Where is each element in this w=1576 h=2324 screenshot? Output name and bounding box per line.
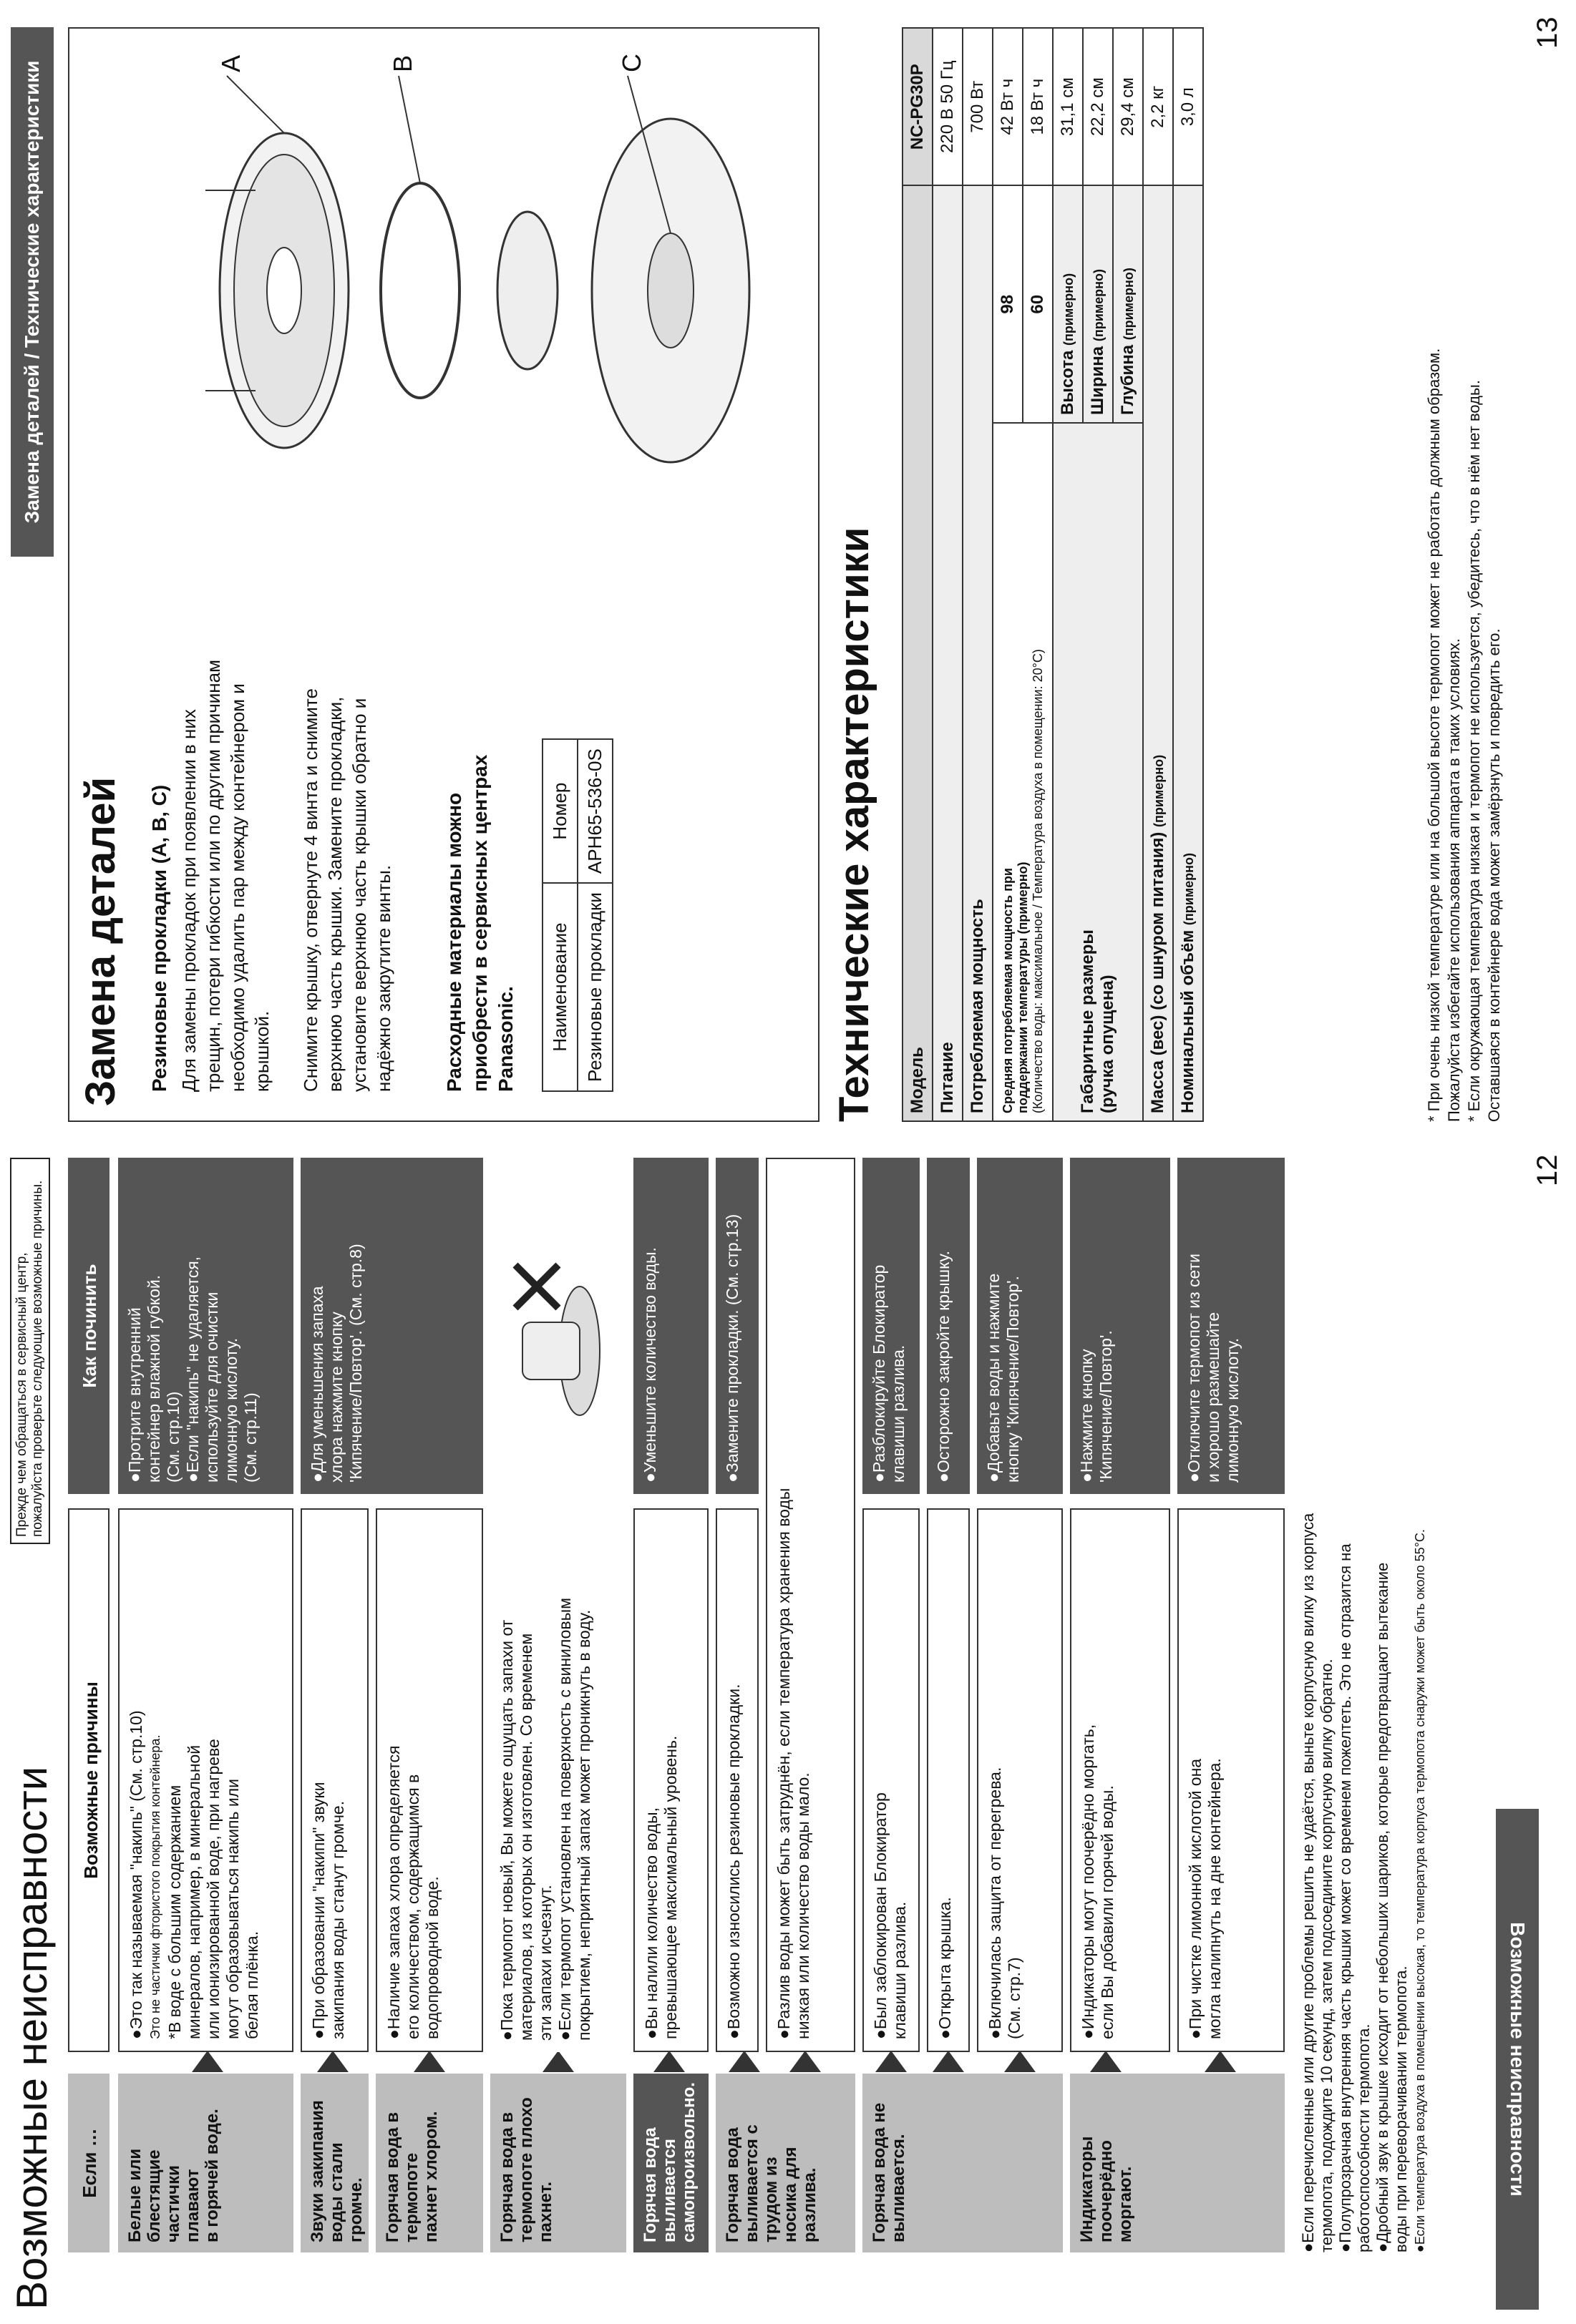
spec-volume-value: 3,0 л xyxy=(1173,28,1203,185)
cond-row-1: Белые или блестящие частички плавают в горячей воде. xyxy=(118,2074,293,2252)
spec-width-label: Ширина (примерно) xyxy=(1083,185,1113,423)
label-a: A xyxy=(216,54,245,72)
fix-row-8a: ●Нажмите кнопку 'Кипячение/Повтор'. xyxy=(1070,1158,1170,1494)
spec-model-value: NC-PG30P xyxy=(903,28,933,185)
fix-row-8b: ●Отключите термопот из сети и хорошо размешайте лимонную кислоту. xyxy=(1177,1158,1285,1494)
gasket-heading: Резиновые прокладки (A, B, C) xyxy=(148,784,170,1092)
spec-mass-label: Масса (вес) (со шнуром питания) (примерно) xyxy=(1143,185,1173,1121)
specs-table xyxy=(902,27,1204,1122)
page-right: 13 xyxy=(1532,16,1563,49)
spec-height-value: 31,1 см xyxy=(1053,28,1083,185)
cause-row-1: ●Это так называемая "накипь" (См. стр.10) Это не частички фтористого покрытия контейнера. *В воде с большим содержанием минералов, например, в минеральной или ионизированной воде, при нагреве могут образовываться накипь или белая плёнка. xyxy=(118,1508,293,2052)
page-left: 12 xyxy=(1532,1154,1563,1186)
col-if: Если … xyxy=(68,2074,110,2252)
fix-row-5: ●Уменьшите количество воды. xyxy=(633,1158,709,1494)
cause-row-7a: ●Был заблокирован Блокиратор клавиши разлива. xyxy=(862,1508,920,2052)
troubleshoot-hint: Прежде чем обращаться в сервисный центр, пожалуйста проверьте следующие возможные причины. xyxy=(10,1158,50,1544)
consumables-heading: Расходные материалы можно приобрести в сервисных центрах Panasonic. xyxy=(443,754,517,1092)
parts-title: Замена деталей xyxy=(77,776,124,1106)
label-c: C xyxy=(617,54,646,72)
troubleshoot-footnotes: ●Если перечисленные или другие проблемы решить не удаётся, выньте корпусную вилку из корпуса термопота, подождите 10 секунд, затем подсоедините корпусную вилку обратно. ●Полупрозрачная внутренняя часть крышки может со временем пожелтеть. Это не отразится на работоспособности термопота. ●Дробный звук в крышке исходит от небольших шариков, которые предотвращают вытекание воды при переворачивании термопота. ●Если температура воздуха в помещении высокая, то температура корпуса термопота снаружи может быть около 55°C. xyxy=(1299,1513,1427,2252)
parts-name: Резиновые прокладки xyxy=(578,883,613,1091)
cond-row-3: Горячая вода в термопоте пахнет хлором. xyxy=(376,2074,483,2252)
arrow-right-icon xyxy=(729,2051,760,2072)
fix-row-3: ●Для уменьшения запаха хлора нажмите кнопку 'Кипячение/Повтор'. (См. стр.8) xyxy=(301,1158,483,1494)
cause-row-8a: ●Индикаторы могут поочерёдно моргать, если Вы добавили горячей воды. xyxy=(1070,1508,1170,2052)
spec-average-label: Средняя потребляемая мощность при поддержании температуры (примерно) (Количество воды: максимальное / Температура воздуха в помещении: 20°C) xyxy=(993,423,1053,1121)
parts-number: APH65-536-0S xyxy=(578,739,613,883)
spec-width-value: 22,2 см xyxy=(1083,28,1113,185)
arrow-right-icon xyxy=(317,2051,349,2072)
cond-row-5: Горячая вода выливается самопроизвольно. xyxy=(633,2074,709,2252)
cause-row-6b: ●Разлив воды может быть затруднён, если температура хранения воды низкая или количество воды мало. xyxy=(766,1158,855,2052)
cause-row-3: ●Наличие запаха хлора определяется его количеством, содержащимся в водопроводной воде. xyxy=(376,1508,483,2052)
specs-notes: * При очень низкой температуре или на большой высоте термопот может не работать должным образом. Пожалуйста избегайте использования аппарата в таких условиях. * Если окружающая температура низкая и термопот не используется, убедитесь, что в нём нет воды. Оставшаяся в контейнере вода может замёрзнуть и повредить его. xyxy=(1425,348,1503,1122)
fix-row-7c: ●Добавьте воды и нажмите кнопку 'Кипячение/Повтор'. xyxy=(977,1158,1063,1494)
right-page xyxy=(0,0,1576,1151)
cond-row-7: Горячая вода не выливается. xyxy=(862,2074,1063,2252)
spec-mass-value: 2,2 кг xyxy=(1143,28,1173,185)
no-vinyl-surface-icon xyxy=(494,1244,623,1430)
spec-dims-label: Габаритные размеры (ручка опущена) xyxy=(1053,423,1143,1121)
label-b: B xyxy=(388,54,417,72)
cause-row-8b: ●При чистке лимонной кислотой она могла налипнуть на дне контейнера. xyxy=(1177,1508,1285,2052)
spec-consumption-label: Потребляемая мощность xyxy=(963,185,993,1121)
lid-exploded-diagram xyxy=(184,62,785,477)
fix-row-6: ●Замените прокладки. (См. стр.13) xyxy=(716,1158,759,1494)
cond-row-4: Горячая вода в термопоте плохо пахнет. xyxy=(490,2074,626,2252)
col-fix: Как починить xyxy=(68,1158,110,1494)
cause-row-7c: ●Включилась защита от перегрева. (См. стр.7) xyxy=(977,1508,1063,2052)
instruction-text: Снимите крышку, отвернуте 4 винта и снимите верхнюю часть крышки. Замените прокладки, установите верхнюю часть крышки обратно и надёжно закрутите винты. xyxy=(300,688,394,1092)
spec-avg-98-value: 42 Вт ч xyxy=(993,28,1023,185)
parts-col-number: Номер xyxy=(543,739,578,883)
cause-row-7b: ●Открыта крышка. xyxy=(927,1508,970,2052)
arrow-right-icon xyxy=(543,2051,574,2072)
cause-row-6a: ●Возможно износились резиновые прокладки. xyxy=(716,1508,759,2052)
fix-row-7a: ●Разблокируйте Блокиратор клавиши разлива. xyxy=(862,1158,920,1494)
arrow-right-icon xyxy=(1205,2051,1236,2072)
parts-table xyxy=(542,738,613,1092)
spec-model-label: Модель xyxy=(903,185,933,1121)
spec-height-label: Высота (примерно) xyxy=(1053,185,1083,423)
arrow-right-icon xyxy=(933,2051,964,2072)
troubleshoot-heading: Возможные неисправности xyxy=(8,1766,56,2310)
spec-consumption-value: 700 Вт xyxy=(963,28,993,185)
spec-depth-label: Глубина (примерно) xyxy=(1113,185,1143,423)
troubleshoot-logical xyxy=(0,1151,1576,2324)
arrow-right-icon xyxy=(1004,2051,1036,2072)
spec-power-value: 220 В 50 Гц xyxy=(933,28,963,185)
arrow-right-icon xyxy=(789,2051,821,2072)
spec-depth-value: 29,4 см xyxy=(1113,28,1143,185)
cause-row-5: ●Вы налили количество воды, превышающее максимальный уровень. xyxy=(633,1508,709,2052)
arrow-right-icon xyxy=(653,2051,685,2072)
parts-col-name: Наименование xyxy=(543,883,578,1091)
spec-volume-label: Номинальный объём (примерно) xyxy=(1173,185,1203,1121)
parts-box xyxy=(68,27,819,1122)
arrow-right-icon xyxy=(192,2051,223,2072)
fix-row-1: ●Протрите внутренний контейнер влажной губкой. (См. стр.10) ●Если "накипь" не удаляется, используйте для очистки лимонную кислоту. (См. стр.11) xyxy=(118,1158,293,1494)
left-tab: Возможные неисправности xyxy=(1496,1809,1539,2310)
spec-avg-60: 60 xyxy=(1023,185,1053,423)
arrow-right-icon xyxy=(875,2051,907,2072)
specs-title: Технические характеристики xyxy=(831,527,877,1122)
cond-row-8: Индикаторы поочерёдно моргают. xyxy=(1070,2074,1285,2252)
spec-avg-98: 98 xyxy=(993,185,1023,423)
cause-row-2: ●При образовании "накипи" звуки закипания воды станут громче. xyxy=(301,1508,369,2052)
cond-row-6: Горячая вода выливается с трудом из носика для разлива. xyxy=(716,2074,855,2252)
arrow-right-icon xyxy=(1090,2051,1122,2072)
cause-row-4: ●Пока термопот новый, Вы можете ощущать запахи от материалов, из которых он изготовлен. Со временем эти запахи исчезнут. ●Если термопот установлен на поверхность с виниловым покрытием, неприятный запах может проникнуть в воду. xyxy=(490,1508,626,2052)
right-tab: Замена деталей / Технические характеристики xyxy=(11,27,54,557)
arrow-right-icon xyxy=(414,2051,445,2072)
gasket-text: Для замены прокладок при появлении в них трещин, потери гибкости или по другим причинам необходимо удалить пар между контейнером и крышкой. xyxy=(178,660,273,1092)
cond-row-2: Звуки закипания воды стали громче. xyxy=(301,2074,369,2252)
fix-row-7b: ●Осторожно закройте крышку. xyxy=(927,1158,970,1494)
spec-power-label: Питание xyxy=(933,185,963,1121)
col-cause: Возможные причины xyxy=(68,1508,110,2052)
spec-avg-60-value: 18 Вт ч xyxy=(1023,28,1053,185)
